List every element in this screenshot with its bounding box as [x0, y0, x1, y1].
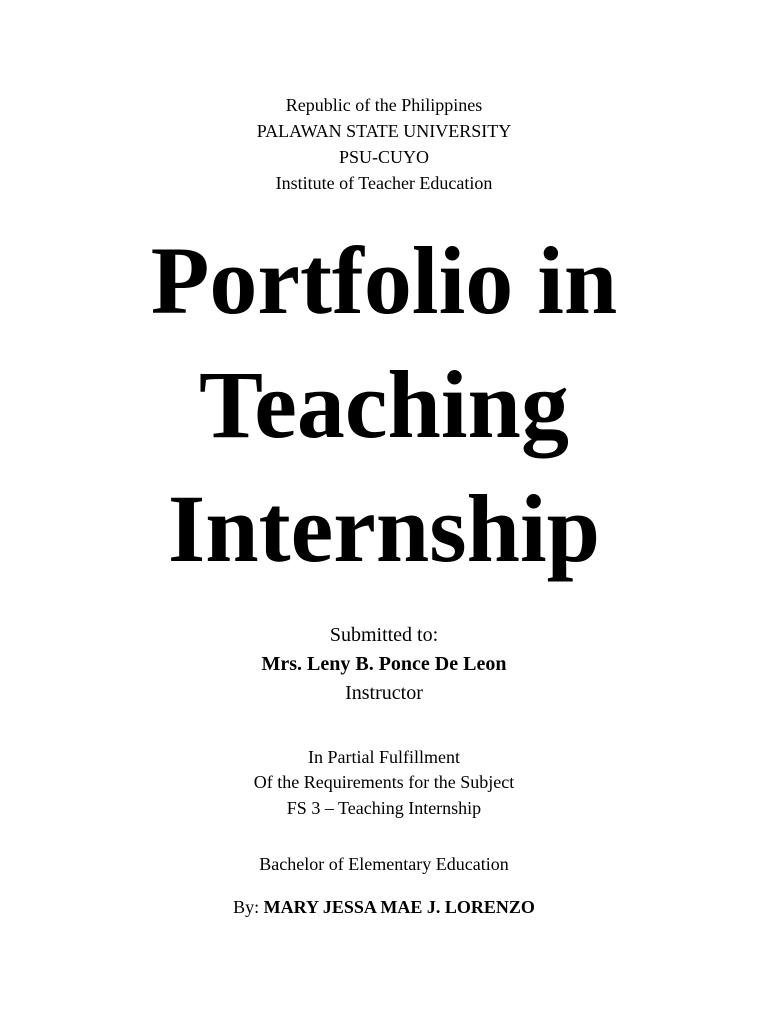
title-line-1: Portfolio in [150, 227, 618, 334]
program-name: Bachelor of Elementary Education [259, 854, 509, 874]
fulfillment-line-2: Of the Requirements for the Subject [253, 772, 515, 792]
author-name: MARY JESSA MAE J. LORENZO [263, 897, 535, 917]
campus-name: PSU-CUYO [338, 147, 430, 167]
university-name: PALAWAN STATE UNIVERSITY [256, 121, 512, 141]
fulfillment-line-1: In Partial Fulfillment [308, 747, 460, 767]
submitted-to-label: Submitted to: [329, 624, 439, 646]
author-line [0, 894, 768, 920]
republic-line: Republic of the Philippines [285, 95, 483, 115]
instructor-name: Mrs. Leny B. Ponce De Leon [261, 653, 507, 675]
author-prefix: By: [233, 897, 260, 917]
instructor-role: Instructor [345, 682, 423, 704]
title-line-3: Internship [167, 475, 601, 582]
institute-name: Institute of Teacher Education [275, 173, 493, 193]
title-line-2: Teaching [199, 351, 569, 458]
fulfillment-line-3: FS 3 – Teaching Internship [286, 798, 482, 818]
